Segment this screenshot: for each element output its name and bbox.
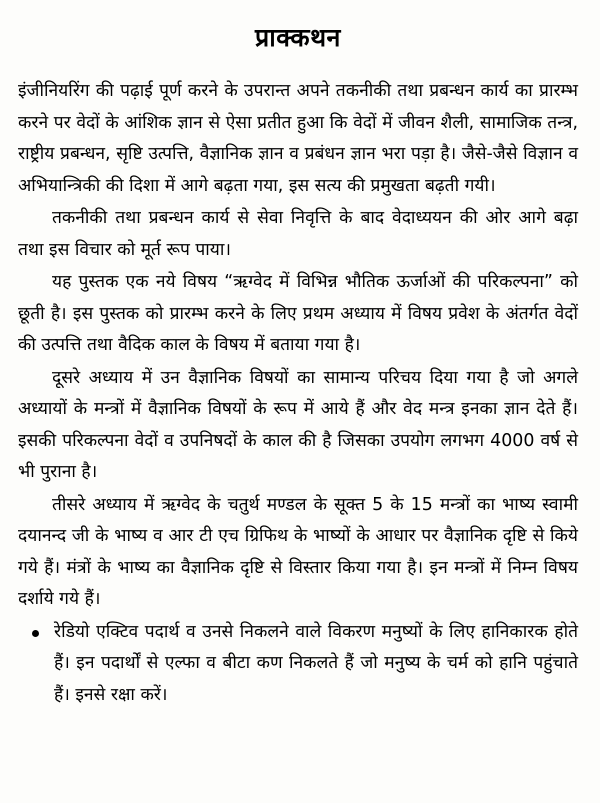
list-item-text: रेडियो एक्टिव पदार्थ व उनसे निकलने वाले विकरण मनुष्यों के लिए हानिकारक होते हैं। इन पदार्थों से एल्फा व बीटा कण निकलते हैं जो मनुष्य के चर्म को हानि पहुंचाते हैं। इनसे रक्षा करें। — [54, 621, 578, 705]
paragraph-3: यह पुस्तक एक नये विषय “ऋग्वेद में विभिन्न भौतिक ऊर्जाओं की परिकल्पना” को छूती है। इस पुस्तक को प्रारम्भ करने के लिए प्रथम अध्याय में विषय प्रवेश के अंतर्गत वेदों की उत्पत्ति तथा वैदिक काल के विषय में बताया गया है। — [18, 272, 578, 355]
page-title: प्राक्कथन — [255, 23, 341, 52]
paragraph-4: दूसरे अध्याय में उन वैज्ञानिक विषयों का सामान्य परिचय दिया गया है जो अगले अध्यायों के मन्त्रों में वैज्ञानिक विषयों के रूप में आये हैं और वेद मन्त्र इनका ज्ञान देते हैं। इसकी परिकल्पना वेदों व उपनिषदों के काल की है जिसका उपयोग लगभग 4000 वर्ष से भी पुराना है। — [18, 367, 578, 482]
paragraph-5: तीसरे अध्याय में ऋग्वेद के चतुर्थ मण्डल के सूक्त 5 के 15 मन्त्रों का भाष्य स्वामी दयानन्द जी के भाष्य व आर टी एच ग्रिफिथ के भाष्यों के आधार पर वैज्ञानिक दृष्टि से किये गये हैं। मंत्रों के भाष्य का वैज्ञानिक दृष्टि से विस्तार किया गया है। इन मन्त्रों में निम्न विषय दर्शाये गये हैं। — [18, 494, 578, 609]
paragraph-1: इंजीनियरिंग की पढ़ाई पूर्ण करने के उपरान्त अपने तकनीकी तथा प्रबन्धन कार्य का प्रारम्भ करने पर वेदों के आंशिक ज्ञान से ऐसा प्रतीत हुआ कि वेदों में जीवन शैली, सामाजिक तन्त्र, राष्ट्रीय प्रबन्धन, सृष्टि उत्पत्ति, वैज्ञानिक ज्ञान व प्रबंधन ज्ञान भरा पड़ा है। जैसे-जैसे विज्ञान व अभियान्त्रिकी की दिशा में आगे बढ़ता गया, इस सत्य की प्रमुखता बढ़ती गयी। — [18, 81, 578, 196]
document-body — [18, 76, 578, 711]
bullet-list — [18, 617, 578, 712]
paragraph-2: तकनीकी तथा प्रबन्धन कार्य से सेवा निवृत्ति के बाद वेदाध्ययन की ओर आगे बढ़ा तथा इस विचार को मूर्त रूप पाया। — [18, 208, 578, 260]
list-item — [18, 617, 578, 712]
bullet-dot-icon — [32, 630, 39, 637]
